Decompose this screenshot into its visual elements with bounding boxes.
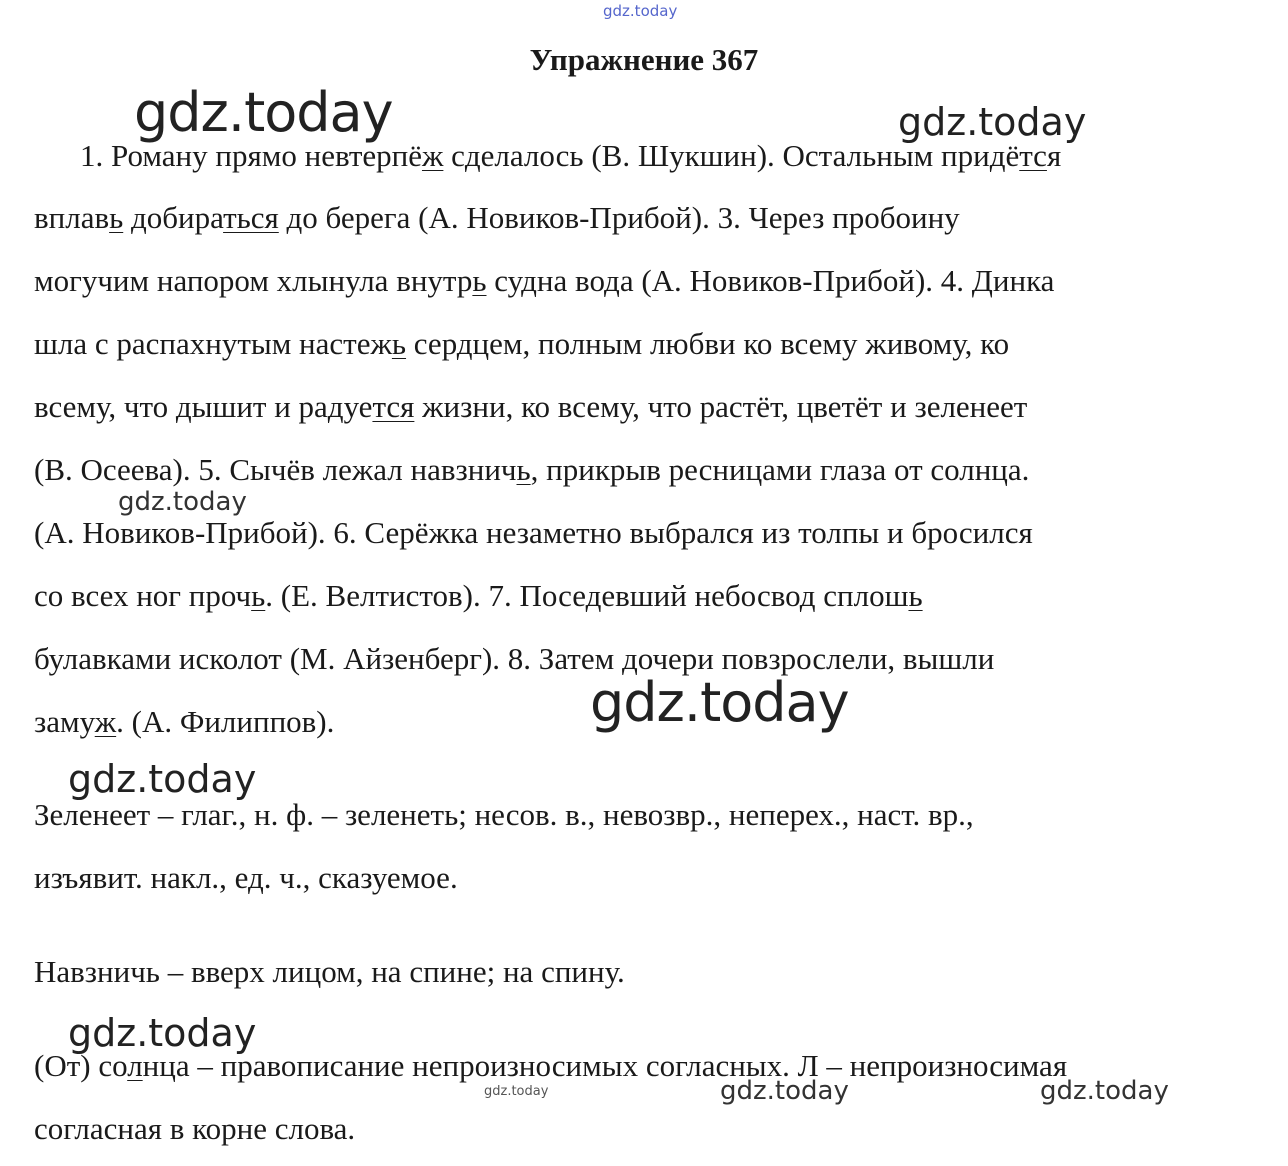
text-span: до берега (А. Новиков-Прибой). 3. Через пробоину [278, 200, 960, 235]
underlined-letters: ь [391, 326, 407, 361]
definition-line: Навзничь – вверх лицом, на спине; на спину. [34, 954, 625, 989]
spelling-line [34, 1050, 1067, 1081]
text-span: вплав [34, 200, 110, 235]
underlined-letters: ж [94, 704, 117, 739]
text-span: сделалось (В. Шукшин). Остальным придё [443, 138, 1020, 173]
text-span: (От) со [34, 1048, 128, 1083]
text-span: . (А. Филиппов). [116, 704, 335, 739]
analysis-line: изъявит. накл., ед. ч., сказуемое. [34, 860, 458, 895]
underlined-letters: ж [421, 138, 444, 173]
text-span: со всех ног проч [34, 578, 252, 613]
watermark: gdz.today [590, 671, 849, 734]
watermark: gdz.today [484, 1084, 549, 1099]
text-span: заму [34, 704, 95, 739]
text-span: булавками исколот (М. Айзенберг). 8. Затем дочери повзрослели, вышли [34, 641, 995, 676]
watermark: gdz.today [603, 2, 678, 20]
text-span: всему, что дышит и радуе [34, 389, 373, 424]
exercise-line [34, 202, 960, 233]
text-span: могучим напором хлынула внутр [34, 263, 473, 298]
text-span: нца – правописание непроизносимых согласных. Л – непроизносимая [142, 1048, 1068, 1083]
underlined-letters: ь [251, 578, 266, 613]
watermark: gdz.today [68, 1011, 257, 1055]
exercise-line [34, 517, 1033, 548]
underlined-letters: ь [908, 578, 923, 613]
underlined-letters: тс [1019, 138, 1047, 173]
watermark: gdz.today [1040, 1076, 1169, 1106]
exercise-line [34, 265, 1054, 296]
text-span: судна вода (А. Новиков-Прибой). 4. Динка [486, 263, 1055, 298]
watermark: gdz.today [720, 1076, 849, 1106]
exercise-line [34, 706, 334, 737]
text-span: 1. Роману прямо невтерпё [80, 138, 422, 173]
underlined-letters: тся [372, 389, 415, 424]
exercise-line [34, 643, 994, 674]
page-title: Упражнение 367 [529, 42, 759, 77]
text-span: добира [123, 200, 224, 235]
text-span: , прикрыв ресницами глаза от солнца. [530, 452, 1030, 487]
analysis-line: Зеленеет – глаг., н. ф. – зеленеть; несов. в., невозвр., неперех., наст. вр., [34, 797, 974, 832]
watermark: gdz.today [68, 757, 257, 801]
watermark: gdz.today [898, 100, 1087, 144]
text-span: (А. Новиков-Прибой). 6. Серёжка незаметно выбрался из толпы и бросился [34, 515, 1033, 550]
exercise-line [34, 454, 1029, 485]
underlined-letters: ь [472, 263, 487, 298]
text-span: жизни, ко всему, что растёт, цветёт и зеленеет [414, 389, 1028, 424]
exercise-line [80, 140, 1061, 171]
exercise-line [34, 328, 1009, 359]
underlined-letters: л [127, 1048, 143, 1083]
exercise-line [34, 391, 1027, 422]
spelling-line: согласная в корне слова. [34, 1111, 356, 1146]
underlined-letters: ь [516, 452, 531, 487]
text-span: сердцем, полным любви ко всему живому, ко [406, 326, 1010, 361]
watermark: gdz.today [134, 81, 393, 144]
text-span: я [1046, 138, 1062, 173]
text-span: шла с распахнутым настеж [34, 326, 392, 361]
exercise-line [34, 580, 923, 611]
watermark: gdz.today [118, 487, 247, 517]
underlined-letters: ь [109, 200, 124, 235]
text-span: . (Е. Велтистов). 7. Поседевший небосвод сплош [265, 578, 909, 613]
text-span: (В. Осеева). 5. Сычёв лежал навзнич [34, 452, 517, 487]
underlined-letters: ться [223, 200, 279, 235]
